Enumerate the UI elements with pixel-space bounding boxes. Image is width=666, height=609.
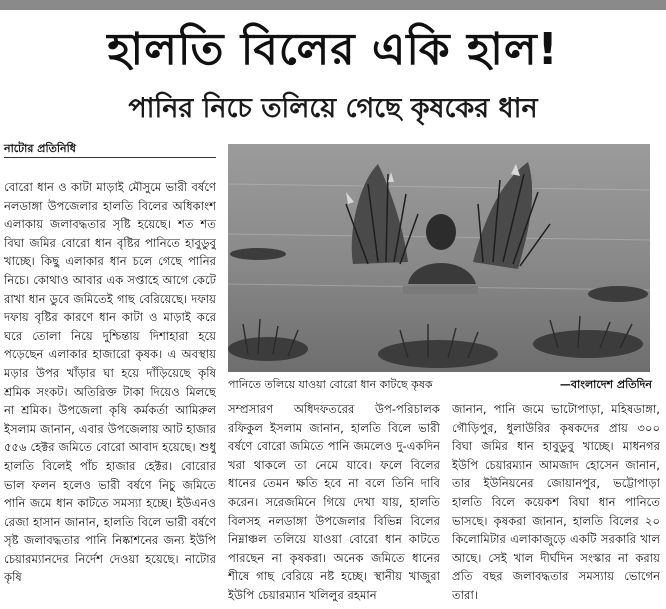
column-1-text: বোরো ধান ও কাটা মাড়াই মৌসুমে ভারী বর্ষণে নলডাঙ্গা উপজেলার হালতি বিলের অধিকাংশ এলাকায় জলাবদ্ধতার সৃষ্টি হয়েছে। শত শত বিঘা জমির বোরো ধান বৃষ্টির পানিতে হাবুডুবু খাচ্ছে। কিছু এলাকার ধান চলে গেছে পানির নিচে। কোথাও আবার এক সপ্তাহে আগে কেটে রাখা ধান ডুবে জমিতেই গাছ বেরিয়েছে। দফায় দফায় বৃষ্টির কারণে ধান কাটা ও মাড়াই করে ঘরে তোলা নিয়ে দুশ্চিন্তায় দিশাহারা হয়ে পড়েছেন এলাকার হাজারো কৃষক। এ অবস্থায় মড়ার উপর খাঁড়ার ঘা হয়ে দাঁড়িয়েছে কৃষি শ্রমিক সংকট। অতিরিক্ত টাকা দিয়েও মিলছে না শ্রমিক। উপজেলা কৃষি কর্মকর্তা আমিরুল ইসলাম জানান, এবার উপজেলায় আট হাজার ৫৫৬ হেক্টর জমিতে বোরো আবাদ হয়েছে। শুধু হালতি বিলেই পাঁচ হাজার হেক্টর। বোরোর ভাল ফলন হলেও ভারী বর্ষণে নিচু জমিতে পানি জমে ধান কাটতে সমস্যা হচ্ছে। ইউএনও রেজা হাসান জানান, হালতি বিলে ভারী বর্ষণে সৃষ্ট জলাবদ্ধতার পানি নিষ্কাশনের জন্য ইউপি চেয়ারম্যানদের নির্দেশ দেওয়া হয়েছে। নাটোর কৃষি <box>4 180 216 585</box>
farmer-in-flooded-field-image <box>228 144 650 372</box>
photo-caption: পানিতে তলিয়ে যাওয়া বোরো ধান কাটছে কৃষক <box>228 378 433 391</box>
top-border-bar <box>0 0 666 10</box>
byline-divider <box>4 157 216 158</box>
article-column-3 <box>452 400 660 608</box>
photo-credit: —বাংলাদেশ প্রতিদিন <box>559 378 652 391</box>
photo-caption-bar <box>228 376 652 394</box>
article-column-1 <box>4 178 216 608</box>
column-3-text: জানান, পানি জমে ভাটোপাড়া, মহিষডাঙ্গা, গৌড়িপুর, ধুলাউরির কৃষকদের প্রায় ৩০০ বিঘা জমির ধান হাবুডুবু খাচ্ছে। মাধনগর ইউপি চেয়ারম্যান আমজাদ হোসেন জানান, তার ইউনিয়নের জোয়ানপুর, ভট্টোপাড়া হালতি বিলে কয়েকশ বিঘা ধান পানিতে ভাসছে। কৃষকরা জানান, হালতি বিলের ২০ কিলোমিটার এলাকাজুড়ে একটি সরকারি খাল আছে। সেই খাল দীর্ঘদিন সংস্কার না করায় প্রতি বছর জলাবদ্ধতার সমস্যায় ভোগেন তারা। <box>452 402 660 602</box>
column-2-text: সম্প্রসারণ অধিদফতরের উপ-পরিচালক রফিকুল ইসলাম জানান, হালতি বিলে ভারী বর্ষণে বোরো জমিতে পানি জমলেও দু-একদিন খরা থাকলে তা নেমে যাবে। ফলে বিলের ধানের তেমন ক্ষতি হবে না বলে তিনি দাবি করেন। সরেজমিনে গিয়ে দেখা যায়, হালতি বিলসহ নলডাঙ্গা উপজেলার বিভিন্ন বিলের নিম্নাঞ্চল তলিয়ে যাওয়া বোরো ধান কাটতে পারছেন না কৃষকরা। অনেক জমিতে ধানের শীষে গাছ বেরিয়ে নষ্ট হচ্ছে। স্থানীয় খাজুরা ইউপি চেয়ারম্যান খলিলুর রহমান <box>228 402 440 602</box>
headline: হালতি বিলের একি হাল! <box>107 24 559 75</box>
news-photo <box>228 144 650 372</box>
article-column-2 <box>228 400 440 608</box>
byline: নাটোর প্রতিনিধি <box>4 142 76 155</box>
subheadline: পানির নিচে তলিয়ে গেছে কৃষকের ধান <box>128 93 538 124</box>
